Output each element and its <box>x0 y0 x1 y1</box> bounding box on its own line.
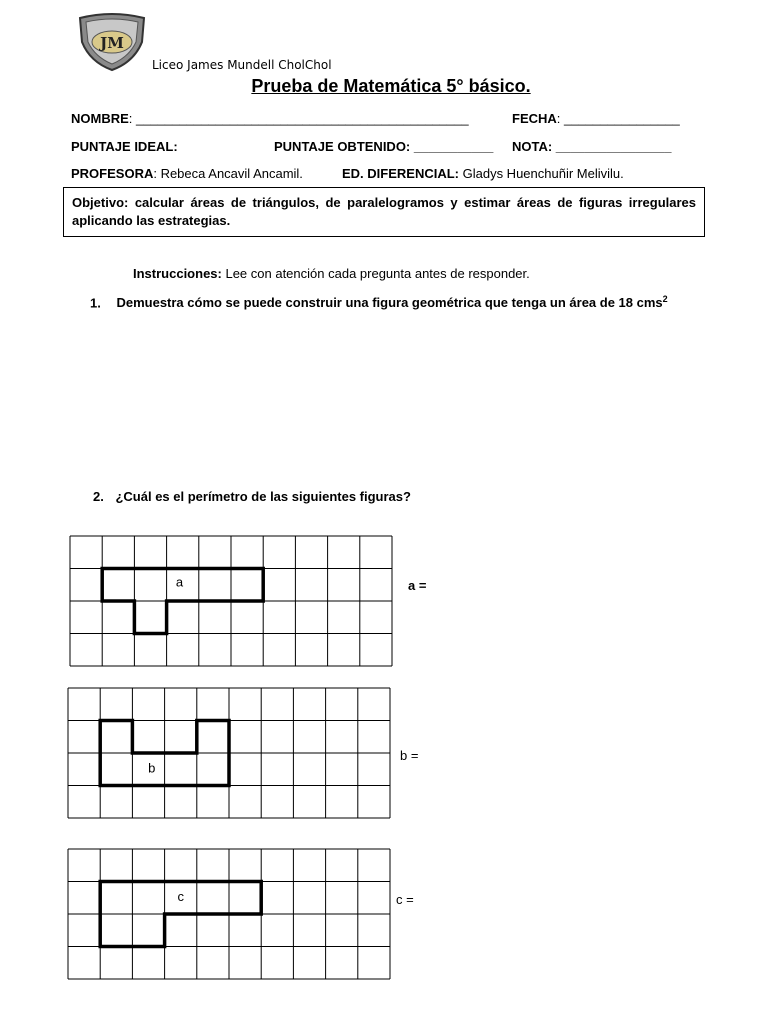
figure-letter: c <box>177 889 184 904</box>
nombre-field[interactable] <box>71 111 469 126</box>
question-text: Demuestra cómo se puede construir una figura geométrica que tenga un área de 18 cms <box>116 295 663 311</box>
school-logo-icon <box>74 12 150 72</box>
instructions <box>133 266 530 281</box>
fecha-blank: : ________________ <box>556 111 680 126</box>
school-name: Liceo James Mundell CholChol <box>152 58 332 72</box>
figure-letter: a <box>175 574 184 590</box>
question-2 <box>93 489 411 504</box>
instructions-label: Instrucciones: <box>133 266 222 281</box>
question-text: ¿Cuál es el perímetro de las siguientes figuras? <box>115 489 411 504</box>
question-number: 2. <box>93 489 104 504</box>
figure-c-grid <box>67 848 393 982</box>
profesora-label: PROFESORA <box>71 166 154 181</box>
fecha-field[interactable] <box>512 111 680 126</box>
figure-c-answer-label: c = <box>396 892 414 907</box>
ed-diferencial-label: ED. DIFERENCIAL: <box>342 166 459 181</box>
objective-box: Objetivo: calcular áreas de triángulos, de paralelogramos y estimar áreas de figuras irregulares aplicando las estrategias. <box>63 187 705 237</box>
ed-diferencial-line <box>342 166 624 181</box>
figure-letter: b <box>148 760 156 776</box>
fecha-label: FECHA <box>512 111 557 126</box>
question-1 <box>90 294 668 310</box>
nombre-label: NOMBRE <box>71 111 129 126</box>
profesora-value: : Rebeca Ancavil Ancamil. <box>153 166 303 181</box>
instructions-text: Lee con atención cada pregunta antes de responder. <box>221 266 530 281</box>
question-superscript: 2 <box>662 294 668 304</box>
figure-b-grid <box>67 687 393 821</box>
profesora-line <box>71 166 303 181</box>
nota-field[interactable]: NOTA: ________________ <box>512 139 672 154</box>
figure-a-answer-label: a = <box>408 578 427 593</box>
page-title: Prueba de Matemática 5° básico. <box>251 76 531 96</box>
puntaje-ideal-label: PUNTAJE IDEAL: <box>71 139 178 154</box>
figure-b-answer-label: b = <box>400 748 419 763</box>
logo-initials: JM <box>100 34 124 52</box>
nombre-blank: : ______________________________________________ <box>128 111 469 126</box>
puntaje-obtenido-field[interactable]: PUNTAJE OBTENIDO: ___________ <box>274 139 494 154</box>
figure-a-grid <box>69 535 395 669</box>
question-number: 1. <box>90 295 101 311</box>
ed-diferencial-value: Gladys Huenchuñir Melivilu. <box>459 166 624 181</box>
